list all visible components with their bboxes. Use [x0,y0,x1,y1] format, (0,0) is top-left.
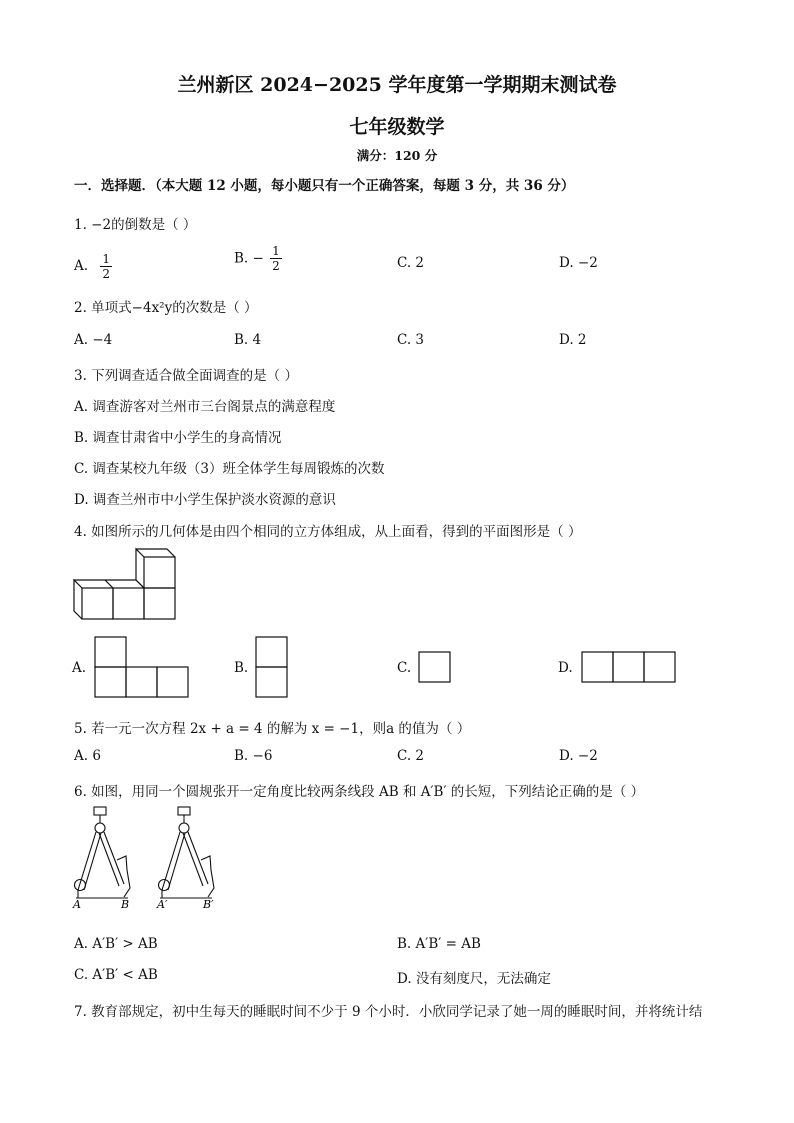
q6-option-b: B. A′B′ = AB [397,936,481,952]
exam-title: 兰州新区 2024−2025 学年度第一学期期末测试卷 [177,74,617,96]
q1-option-d: D. −2 [559,255,598,271]
q6-option-a: A. A′B′ > AB [74,936,158,952]
q3-option-b: B. 调查甘肃省中小学生的身高情况 [74,430,282,446]
q6-option-d: D. 没有刻度尺，无法确定 [397,971,551,987]
q2-option-c: C. 3 [397,332,425,348]
cube-solid-figure [72,554,182,624]
q4-option-d-figure [581,651,677,684]
q5-option-c: C. 2 [397,748,425,764]
q4-option-a-label: A. [72,660,87,676]
section-heading: 一．选择题．（本大题 12 小题，每小题只有一个正确答案，每题 3 分，共 36 分） [74,178,575,194]
q3-option-a: A. 调查游客对兰州市三台阁景点的满意程度 [74,399,336,415]
q2-option-d: D. 2 [559,332,587,348]
q4-option-d-label: D. [558,660,573,676]
figure-label-a: A [73,898,81,911]
question-1-stem: 1. −2的倒数是（ ） [74,217,197,233]
q2-option-b: B. 4 [234,332,262,348]
question-3-stem: 3. 下列调查适合做全面调查的是（ ） [74,368,298,384]
q6-option-c: C. A′B′ < AB [74,967,158,983]
q5-option-d: D. −2 [559,748,598,764]
compass-figure-ab [70,804,140,910]
question-7-stem: 7. 教育部规定，初中生每天的睡眠时间不少于 9 个小时．小欣同学记录了她一周的睡眠时间，并将统计结 [74,1004,703,1020]
question-2-stem: 2. 单项式−4x²y的次数是（ ） [74,300,258,316]
figure-label-b-prime: B′ [203,898,214,911]
q4-option-a-figure [94,636,190,698]
subject-title: 七年级数学 [349,116,445,138]
figure-label-b: B [121,898,130,911]
q5-option-a: A. 6 [74,748,101,764]
question-6-stem: 6. 如图，用同一个圆规张开一定角度比较两条线段 AB 和 A′B′ 的长短，下列结论正确的是（ ） [74,784,645,800]
q4-option-c-figure [418,651,452,684]
q1-option-a: A. $\frac{1}{2}$ [74,252,110,281]
q4-option-b-figure [255,636,289,698]
q3-option-c: C. 调查某校九年级（3）班全体学生每周锻炼的次数 [74,461,385,477]
question-4-stem: 4. 如图所示的几何体是由四个相同的立方体组成，从上面看，得到的平面图形是（ ） [74,524,582,540]
question-5-stem: 5. 若一元一次方程 2x + a = 4 的解为 x = −1，则a 的值为（ ） [74,721,471,737]
q2-option-a: A. −4 [74,332,113,348]
q1-option-c: C. 2 [397,255,425,271]
compass-figure-a2b2 [154,804,224,910]
q4-option-b-label: B. [234,660,249,676]
full-score: 满分：120 分 [356,148,438,163]
q3-option-d: D. 调查兰州市中小学生保护淡水资源的意识 [74,492,336,508]
q5-option-b: B. −6 [234,748,273,764]
q1-option-b: B. − $\frac{1}{2}$ [234,244,280,273]
figure-label-a-prime: A′ [157,898,168,911]
q4-option-c-label: C. [397,660,412,676]
